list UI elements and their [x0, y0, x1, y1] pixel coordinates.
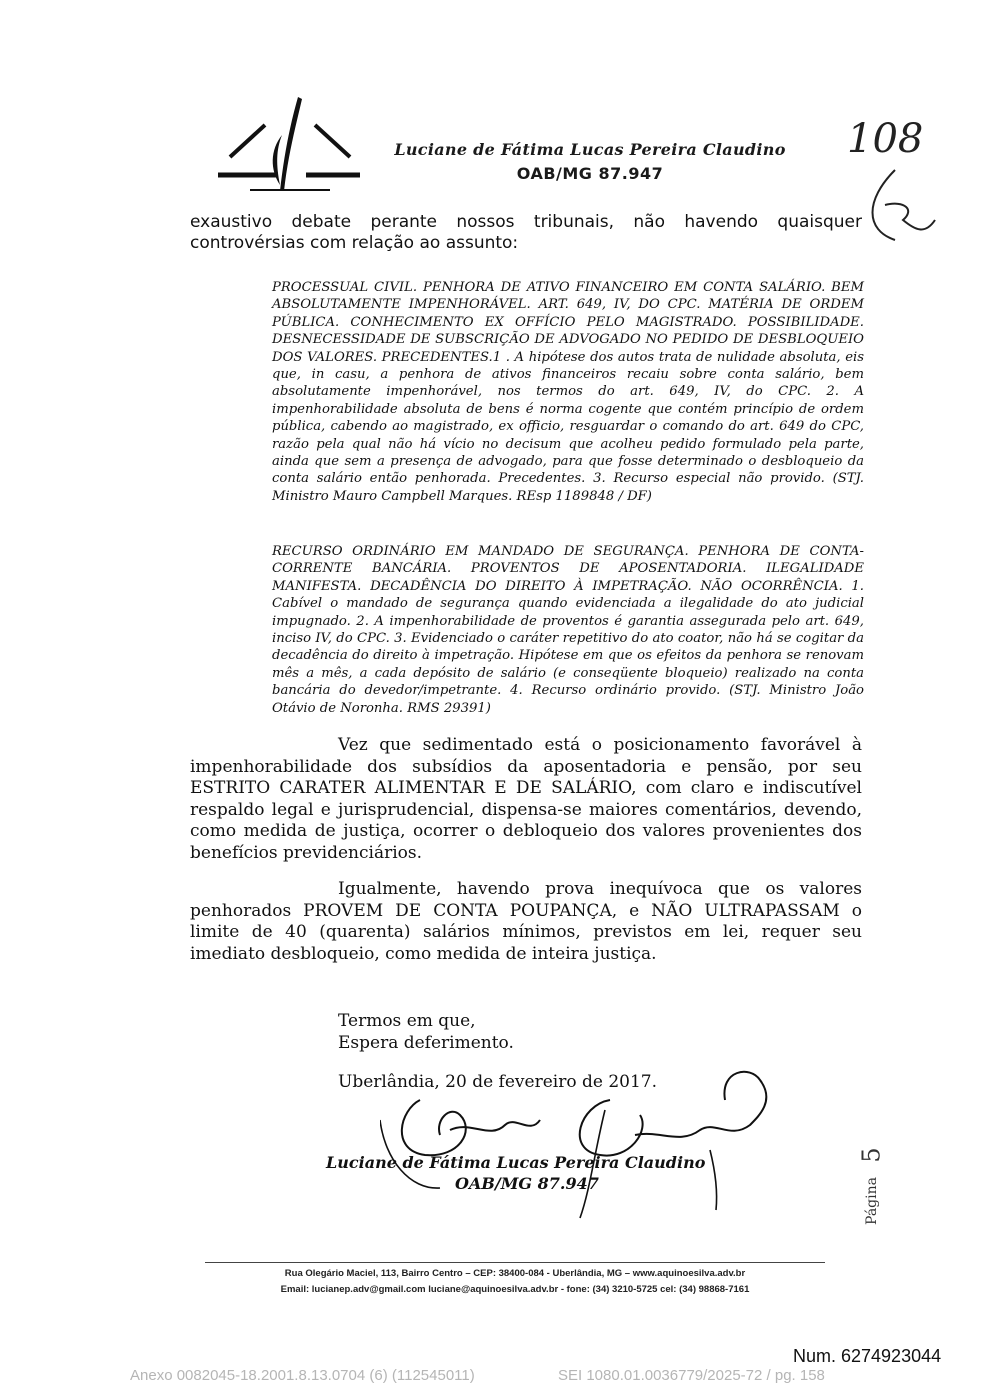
page-number: 5: [857, 1147, 886, 1163]
footer-contacts: Email: lucianep.adv@gmail.com luciane@aquinoesilva.adv.br - fone: (34) 3210-5725 cel: (34) 98868-7161: [280, 1284, 750, 1295]
handwritten-signature: [380, 1060, 800, 1220]
header-oab-number: OAB/MG 87.947: [516, 164, 664, 183]
quill-logo-icon: [210, 95, 370, 195]
argument-paragraph-1: Vez que sedimentado está o posicionamento favorável à impenhorabilidade dos subsídios da aposentadoria e pensão, por seu ESTRITO CARATER ALIMENTAR E DE SALÁRIO, com claro e indiscutível respaldo legal e jurisprudencial, dispensa-se maiores comentários, devendo, como medida de justiça, ocorrer o debloqueio dos valores provenientes dos benefícios previdenciários.: [190, 735, 862, 863]
margin-page-number: 108: [847, 116, 924, 162]
jurisprudence-quote-1: PROCESSUAL CIVIL. PENHORA DE ATIVO FINANCEIRO EM CONTA SALÁRIO. BEM ABSOLUTAMENTE IMPENHORÁVEL. ART. 649, IV, DO CPC. MATÉRIA DE ORDEM PÚBLICA. CONHECIMENTO EX OFFÍCIO PELO MAGISTRADO. POSSIBILIDADE. DESNECESSIDADE DE SUBSCRIÇÃO DE ADVOGADO NO PEDIDO DE DESBLOQUEIO DOS VALORES. PRECEDENTES.1 . A hipótese dos autos trata de nulidade absoluta, eis que, in casu, a penhora de ativos financeiros recaiu sobre conta salário, bem absolutamente impenhorável, nos termos do art. 649, IV, do CPC. 2. A impenhorabilidade absoluta de bens é norma cogente que contém princípio de ordem pública, cabendo ao magistrado, ex officio, resguardar o comando do art. 649 do CPC, razão pela qual não há vício no decisum que acolheu pedido formulado pela parte, ainda que sem a presença de advogado, para que fosse determinado o desbloqueio da conta salário então penhorada. Precedentes. 3. Recurso especial não provido. (STJ. Ministro Mauro Campbell Marques. REsp 1189848 / DF): [272, 280, 864, 504]
closing-line-1: Termos em que,: [338, 1011, 476, 1031]
annex-watermark: Anexo 0082045-18.2001.8.13.0704 (6) (112545011): [130, 1367, 475, 1384]
place-and-date: Uberlândia, 20 de fevereiro de 2017.: [338, 1072, 657, 1092]
page-number-label: [857, 1145, 908, 1235]
document-number-stamp: Num. 6274923044: [793, 1346, 942, 1366]
intro-paragraph: exaustivo debate perante nossos tribunais, não havendo quaisquer controvérsias com relação ao assunto:: [190, 212, 862, 253]
jurisprudence-quote-2: RECURSO ORDINÁRIO EM MANDADO DE SEGURANÇA. PENHORA DE CONTA-CORRENTE BANCÁRIA. PROVENTOS DE APOSENTADORIA. ILEGALIDADE MANIFESTA. DECADÊNCIA DO DIREITO À IMPETRAÇÃO. NÃO OCORRÊNCIA. 1. Cabível o mandado de segurança quando evidenciada a ilegalidade do ato judicial impugnado. 2. A impenhorabilidade de proventos é garantia assegurada pelo art. 649, inciso IV, do CPC. 3. Evidenciado o caráter repetitivo do ato coator, não há se cogitar da decadência do direito à impetração. Hipótese em que os efeitos da penhora se renovam mês a mês, a cada depósito de salário (e conseqüente bloqueio) realizado na conta bancária do devedor/impetrante. 4. Recurso ordinário provido. (STJ. Ministro João Otávio de Noronha. RMS 29391): [272, 544, 864, 716]
signer-oab: OAB/MG 87.947: [455, 1174, 599, 1193]
argument-paragraph-2: Igualmente, havendo prova inequívoca que os valores penhorados PROVEM DE CONTA POUPANÇA, e NÃO ULTRAPASSAM o limite de 40 (quarenta) salários mínimos, previstos em lei, requer seu imediato desbloqueio, como medida de inteira justiça.: [190, 879, 862, 964]
closing-line-2: Espera deferimento.: [338, 1033, 514, 1053]
footer-divider: [205, 1262, 825, 1263]
signer-name: Luciane de Fátima Lucas Pereira Claudino: [326, 1153, 706, 1172]
header-lawyer-name: Luciane de Fátima Lucas Pereira Claudino: [394, 140, 786, 159]
footer-address: Rua Olegário Maciel, 113, Bairro Centro – CEP: 38400-084 - Uberlândia, MG – www.aquinoesilva.adv.br: [284, 1268, 746, 1279]
sei-watermark: SEI 1080.01.0036779/2025-72 / pg. 158: [558, 1367, 825, 1384]
page-word: Página: [863, 1177, 880, 1225]
